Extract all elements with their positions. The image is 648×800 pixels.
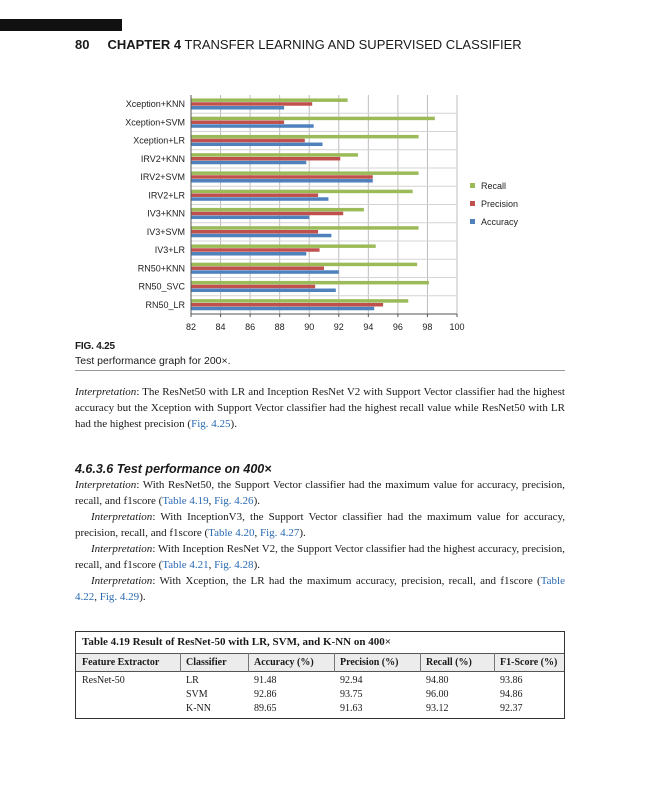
table-cell: 91.48	[254, 675, 277, 686]
chapter-title: TRANSFER LEARNING AND SUPERVISED CLASSIFIER	[184, 37, 522, 52]
bar	[191, 120, 284, 124]
legend-label: Precision	[481, 199, 519, 209]
category-label: IRV2+SVM	[140, 172, 185, 183]
column-divider	[494, 653, 495, 672]
table-cell: 91.63	[340, 703, 363, 714]
caption-divider	[75, 370, 565, 371]
tick-label: 90	[304, 322, 315, 332]
table-cell: ResNet-50	[82, 675, 125, 686]
bar	[191, 153, 358, 157]
bar	[191, 226, 419, 230]
category-label: IV3+LR	[154, 245, 185, 256]
category-label: RN50_LR	[145, 299, 185, 310]
paragraph-interpretation-200x: Interpretation: The ResNet50 with LR and Inception ResNet V2 with Support Vector classifier had the highest accuracy but the Xception with Support Vector classifier had the highest recall value while ResNet50 with LR had the highest precision (Fig. 4.25).	[75, 386, 565, 430]
tick-label: 94	[363, 322, 374, 332]
table-cell: 92.94	[340, 675, 363, 686]
tick-label: 92	[333, 322, 344, 332]
bar	[191, 230, 318, 234]
results-table	[75, 631, 565, 719]
bar-chart	[75, 90, 535, 340]
bar	[191, 234, 331, 238]
category-label: IRV2+LR	[148, 190, 185, 201]
table-cell: 89.65	[254, 703, 277, 714]
figure-link[interactable]: Fig. 4.26	[214, 495, 254, 507]
bar	[191, 143, 323, 147]
bar	[191, 285, 315, 289]
category-label: Xception+LR	[133, 135, 185, 146]
bar	[191, 281, 429, 285]
figure-link[interactable]: Fig. 4.27	[259, 527, 300, 539]
bar	[191, 266, 324, 270]
bar	[191, 248, 320, 252]
category-label: IV3+SVM	[146, 226, 185, 237]
tick-label: 86	[245, 322, 256, 332]
bar	[191, 161, 306, 165]
table-link[interactable]: Table 4.19	[162, 495, 209, 507]
table-cell: 93.75	[340, 689, 363, 700]
table-cell: 93.86	[500, 675, 523, 686]
bar	[191, 102, 312, 106]
table-cell: 93.12	[426, 703, 449, 714]
table-cell: 92.86	[254, 689, 277, 700]
column-header: F1-Score (%)	[500, 657, 558, 668]
legend-swatch	[470, 183, 475, 188]
chapter-label: CHAPTER 4	[107, 37, 182, 52]
category-label: RN50_SVC	[138, 281, 185, 292]
bar	[191, 244, 376, 248]
column-divider	[180, 653, 181, 672]
bar	[191, 270, 339, 274]
tick-label: 84	[215, 322, 226, 332]
bar	[191, 179, 373, 183]
table-link[interactable]: Table 4.21	[162, 559, 209, 571]
paragraph-interpretation-inceptionv3: Interpretation: With InceptionV3, the Support Vector classifier had the maximum value for accuracy, precision, recall, and f1score (Table 4.20, Fig. 4.27).	[75, 511, 565, 539]
table-link[interactable]: Table 4.22	[75, 575, 565, 603]
bar	[191, 216, 309, 220]
table-cell: 92.37	[500, 703, 523, 714]
bar	[191, 289, 336, 293]
figure-link[interactable]: Fig. 4.25	[191, 418, 231, 430]
table-cell: LR	[186, 675, 199, 686]
figure-caption: Test performance graph for 200×.	[75, 355, 231, 367]
table-link[interactable]: Table 4.20	[208, 527, 255, 539]
figure-link[interactable]: Fig. 4.29	[99, 591, 140, 603]
legend-swatch	[470, 201, 475, 206]
column-divider	[248, 653, 249, 672]
tick-label: 82	[185, 322, 197, 332]
table-cell: 94.86	[500, 689, 523, 700]
bar	[191, 139, 305, 143]
category-label: IRV2+KNN	[140, 153, 185, 164]
bar	[191, 124, 314, 128]
bar	[191, 212, 343, 216]
category-label: RN50+KNN	[137, 263, 185, 274]
legend-label: Recall	[481, 181, 507, 191]
table-cell: 94.80	[426, 675, 449, 686]
column-header: Recall (%)	[426, 657, 472, 668]
table-cell: K-NN	[186, 703, 211, 714]
bar	[191, 190, 413, 194]
legend-swatch	[470, 219, 475, 224]
category-label: Xception+SVM	[125, 117, 185, 128]
paragraph-interpretation-xception: Interpretation: With Xception, the LR had the maximum accuracy, precision, recall, and f1score (Table 4.22, Fig. 4.29).	[75, 575, 565, 603]
paragraph-interpretation-irv2: Interpretation: With Inception ResNet V2, the Support Vector classifier had the highest accuracy, precision, recall, and f1score (Table 4.21, Fig. 4.28).	[75, 543, 565, 571]
bar	[191, 171, 419, 175]
tick-label: 98	[422, 322, 433, 332]
tick-label: 96	[392, 322, 403, 332]
category-label: Xception+KNN	[125, 99, 185, 110]
bar	[191, 263, 417, 267]
header-bar	[0, 19, 122, 31]
bar	[191, 307, 374, 311]
bar	[191, 175, 373, 179]
legend-label: Accuracy	[481, 217, 519, 227]
table-cell: 96.00	[426, 689, 449, 700]
table-header-row	[76, 653, 564, 672]
category-label: IV3+KNN	[147, 208, 185, 219]
bar	[191, 106, 284, 110]
table-cell: SVM	[186, 689, 208, 700]
tick-label: 88	[274, 322, 285, 332]
section-heading: 4.6.3.6 Test performance on 400×	[75, 462, 272, 476]
bar	[191, 303, 383, 307]
column-divider	[420, 653, 421, 672]
bar	[191, 299, 408, 303]
column-header: Feature Extractor	[82, 657, 160, 668]
tick-label: 100	[449, 322, 465, 332]
bar	[191, 117, 435, 121]
bar	[191, 135, 419, 139]
column-header: Accuracy (%)	[254, 657, 314, 668]
bar	[191, 157, 340, 161]
running-header	[75, 37, 522, 52]
table-title: Table 4.19 Result of ResNet-50 with LR, SVM, and K-NN on 400×	[82, 636, 391, 648]
figure-link[interactable]: Fig. 4.28	[214, 559, 254, 571]
page-number: 80	[75, 37, 90, 52]
bar	[191, 197, 328, 201]
column-header: Precision (%)	[340, 657, 399, 668]
bar	[191, 208, 364, 212]
column-divider	[334, 653, 335, 672]
bar	[191, 193, 318, 197]
paragraph-interpretation-resnet50: Interpretation: With ResNet50, the Support Vector classifier had the maximum value for accuracy, precision, recall, and f1score (Table 4.19, Fig. 4.26).	[75, 479, 565, 507]
bar	[191, 98, 348, 102]
bar	[191, 252, 306, 256]
column-header: Classifier	[186, 657, 227, 668]
figure-label: FIG. 4.25	[75, 341, 115, 352]
